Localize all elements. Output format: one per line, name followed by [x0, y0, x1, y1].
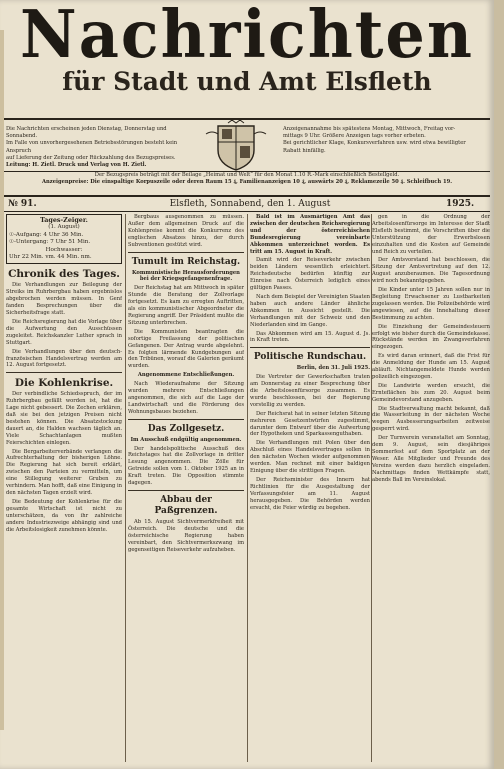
headline-kohlenkrise: Die Kohlenkrise. — [14, 377, 114, 390]
place-date: Elsfleth, Sonnabend, den 1. August — [169, 199, 331, 209]
article-text: Die Reichsregierung hat die Vorlage über die Aufwertung den Ausschüssen zugeleitet. Reichskanzler Luther sprach in Stuttgart. — [6, 318, 122, 346]
dateline-rule-bottom — [4, 211, 490, 212]
issue-number: № 91. — [8, 199, 37, 209]
article-text: Nach dem Beispiel der Vereinigten Staaten haben auch andere Länder ähnliche Abkommen in Aussicht gestellt. Die Verhandlungen mit der Schweiz und den Niederlanden sind im Gange. — [250, 293, 370, 328]
headline-tumult: Tumult im Reichstag. — [131, 256, 241, 267]
issue-year: 1925. — [446, 199, 475, 209]
daily-almanac-box: Tages-Zeiger. (1. August) ☉-Aufgang: 4 Uhr 36 Min. ☉-Untergang: 7 Uhr 51 Min. Hochwasser: Uhr 22 Min. vm. 44 Min. nm. — [6, 214, 122, 264]
article-text: Die Bergarbeiterverbände verlangen die Aufrechterhaltung der bisherigen Löhne. Die Regierung hat sich bereit erklärt, zwischen den Parteien zu vermitteln, um eine Stillegung weiterer Gruben zu verhindern. Man hofft, daß eine Einigung in den nächsten Tagen erzielt wird. — [6, 448, 122, 496]
section-divider — [250, 347, 370, 348]
dateline — [0, 198, 494, 210]
column-1 — [6, 214, 122, 764]
page-edge — [494, 0, 504, 769]
article-text: Die Verhandlungen über den deutsch-französischen Handelsvertrag werden am 12. August fortgesetzt. — [6, 348, 122, 369]
section-divider — [128, 490, 244, 491]
headline-passgrenzen: Abbau der Paßgrenzen. — [154, 495, 218, 516]
article-text: Die Bedeutung der Kohlenkrise für die gesamte Wirtschaft ist nicht zu unterschätzen, da von ihr zahlreiche andere Industriezweige abhängig sind und die Arbeitslosigkeit zunehmen könnte. — [6, 498, 122, 533]
article-text: Der Reichstag hat am Mittwoch in später Stunde die Beratung der Zollvorlage fortgesetzt. Es kam zu erregten Auftritten, als ein kommunistischer Abgeordneter die Regierung angriff. Der Präsident mußte die Sitzung unterbrechen. — [128, 285, 244, 326]
article-text: Es wird daran erinnert, daß die Frist für die Anmeldung der Hunde am 15. August abläuft. Nichtangemeldete Hunde werden polizeilich eingezogen. — [372, 353, 490, 380]
article-text: Der Turnverein veranstaltet am Sonntag, dem 9. August, sein diesjähriges Sommerfest auf dem Sportplatz an der Weser. Alle Mitglieder und Freunde des Vereins werden dazu herzlich eingeladen. Nachmittags finden Wettkämpfe statt, abends Ball im Vereinslokal. — [372, 435, 490, 483]
section-divider — [128, 419, 244, 420]
column-4 — [372, 214, 490, 764]
article-text: Ab 15. August Sichtvermerkfreiheit mit Österreich. Die deutsche und die österreichische Regierung haben vereinbart, den Sichtvermerkszwang im gegenseitigen Reiseverkehr aufzuheben. — [128, 519, 244, 553]
subheadline: Kommunistische Herausforderungen bei der Kriegsgefangenenfrage. — [132, 269, 240, 283]
masthead — [0, 2, 494, 106]
advertising-info: Anzeigenannahme bis spätestens Montag, Mittwoch, Freitag vor- mittags 9 Uhr. Größere Anzeigen tags vorher erbeten. Bei gerichtlicher Klage, Konkursverfahren usw. wird etwa bewilligter Rabatt hinfällig. — [283, 126, 466, 154]
publication-info: Die Nachrichten erscheinen jeden Dienstag, Donnerstag und Sonnabend. Im Falle von unvorhergesehenen Betriebsstörungen besteht kein Anspruch auf Lieferung der Zeitung oder Rückzahlung des Bezugspreises. Leitung: H. Zietl. Druck und Verlag von H. Zietl. — [6, 126, 178, 169]
section-divider — [6, 372, 122, 373]
column-divider — [125, 214, 126, 762]
section-divider — [128, 252, 244, 253]
article-text: Die Verhandlungen mit Polen über den Abschluß eines Handelsvertrages sollen in den nächsten Wochen wieder aufgenommen werden. Man rechnet mit einer baldigen Einigung über die strittigen Fragen. — [250, 440, 370, 474]
article-text: Der verbindliche Schiedsspruch, der im Ruhrbergbau gefällt worden ist, hat die Lage nicht gebessert. Die Zechen erklären, daß sie bei den jetzigen Preisen nicht bestehen können. Die Absatzstockung dauert an, die Halden wachsen täglich an. Viele Schachtanlagen mußten Feierschichten einlegen. — [6, 391, 122, 446]
article-text: gen in die Ordnung der Arbeitslosenfürsorge im Interesse der Stadt Elsfleth bestimmt, die Vorschriften über die Unterstützung der Erwerbslosen einzuhalten und die Kosten auf Gemeinde und Reich zu verteilen. — [372, 214, 490, 255]
article-text: Bald ist im Ausmärtigen Amt das zwischen der deutschen Reichsregierung und der österreichischen Bundesregierung vereinbarte Abkommen unterzeichnet worden. Es tritt am 15. August in Kraft. — [250, 214, 370, 255]
article-text: Die Verhandlungen zur Beilegung der Streiks im Ruhrbergbau haben ergebnislos abgebrochen werden müssen. In Genf fanden Besprechungen über die Sicherheitsfrage statt. — [6, 282, 122, 317]
article-text: Die Kommunisten beantragten die sofortige Freilassung der politischen Gefangenen. Der Antrag wurde abgelehnt. Es folgten lärmende Kundgebungen auf den Tribünen, worauf die Galerien geräumt wurden. — [128, 328, 244, 370]
article-text: Die Stadtverwaltung macht bekannt, daß die Wasserleitung in der nächsten Woche wegen Ausbesserungsarbeiten zeitweise gesperrt wird. — [372, 405, 490, 433]
article-text: Der Amtsvorstand hat beschlossen, die Sitzung der Amtsvertretung auf den 12. August anzuberaumen. Die Tagesordnung wird noch bekanntgegeben. — [372, 257, 490, 285]
headline-zollgesetz: Das Zollgesetz. — [147, 423, 225, 434]
article-text: Der Reichsrat hat in seiner letzten Sitzung mehreren Gesetzentwürfen zugestimmt, darunter dem Entwurf über die Aufwertung der Hypotheken und Sparkassenguthaben. — [250, 410, 370, 438]
article-text: Bergbaus ausgenommen zu müssen. Außer dem allgemeinen Druck auf die Kohlenpreise kommt die Konkurrenz des englischen Absatzes hinzu, der durch Subventionen gestützt wird. — [128, 214, 244, 248]
newspaper-subtitle: für Stadt und Amt Elsfleth — [62, 67, 432, 96]
column-divider — [247, 214, 248, 762]
article-text: Die Kinder unter 15 Jahren sollen nur in Begleitung Erwachsener zu Lustbarkeiten zugelassen werden. Die Polizeibehörde wird angewiesen, auf die Innehaltung dieser Bestimmung zu achten. — [372, 287, 490, 321]
dateline-rule-top — [4, 195, 490, 197]
article-text: Das Abkommen wird am 15. August d. Js. in Kraft treten. — [250, 330, 370, 344]
article-text: Die Landwirte werden ersucht, die Ernteflächen bis zum 20. August beim Gemeindevorstand anzugeben. — [372, 382, 490, 403]
article-text: Damit wird der Reiseverkehr zwischen beiden Ländern wesentlich erleichtert. Reichsdeutsche bedürfen künftig zur Einreise nach Österreich lediglich eines gültigen Passes. — [250, 257, 370, 292]
column-2 — [128, 214, 244, 764]
price-bar: Der Bezugspreis beträgt mit der Beilage „Heimat und Welt“ für den Monat 1.10 R.-Mark einschließlich Bestellgeld. Anzeigenpreise: Die einspaltige Korpuszeile oder deren Raum 15 ₰, Familienanzeigen 10 ₰, auswärts 20 ₰, Reklamezeile 50 ₰. Schleifbuch 19. — [41, 172, 453, 185]
article-text: Der handelspolitische Ausschuß des Reichstages hat die Zollvorlage in dritter Lesung angenommen. Die Zölle für Getreide sollen vom 1. Oktober 1925 an in Kraft treten. Die Opposition stimmte dagegen. — [128, 445, 244, 487]
article-text: Der Reichsminister des Innern hat Richtlinien für die Ausgestaltung der Verfassungsfeier am 11. August herausgegeben. Die Behörden werden ersucht, die Feier würdig zu begehen. — [250, 476, 370, 511]
subheadline: Angenommene Entschließungen. — [137, 372, 235, 379]
dateline-berlin: Berlin, den 31. Juli 1925. — [296, 365, 370, 372]
subheadline: Im Ausschuß endgültig angenommen. — [130, 436, 242, 443]
coat-of-arms-icon — [198, 120, 274, 172]
newspaper-title: Nachrichten — [20, 0, 474, 73]
headline-chronik: Chronik des Tages. — [8, 268, 120, 281]
headline-rundschau: Politische Rundschau. — [253, 352, 367, 363]
article-text: Die Einziehung der Gemeindesteuern erfolgt wie bisher durch die Gemeindekasse. Rückstände werden im Zwangsverfahren eingezogen. — [372, 323, 490, 351]
column-3 — [250, 214, 370, 764]
article-text: Die Vertreter der Gewerkschaften traten am Donnerstag zu einer Besprechung über die Arbeitslosenfürsorge zusammen. Es wurde beschlossen, bei der Regierung vorstellig zu werden. — [250, 374, 370, 408]
article-text: Nach Wiederaufnahme der Sitzung wurden mehrere Entschließungen angenommen, die sich auf die Lage der Landwirtschaft und die Förderung des Wohnungsbaues beziehen. — [128, 381, 244, 415]
